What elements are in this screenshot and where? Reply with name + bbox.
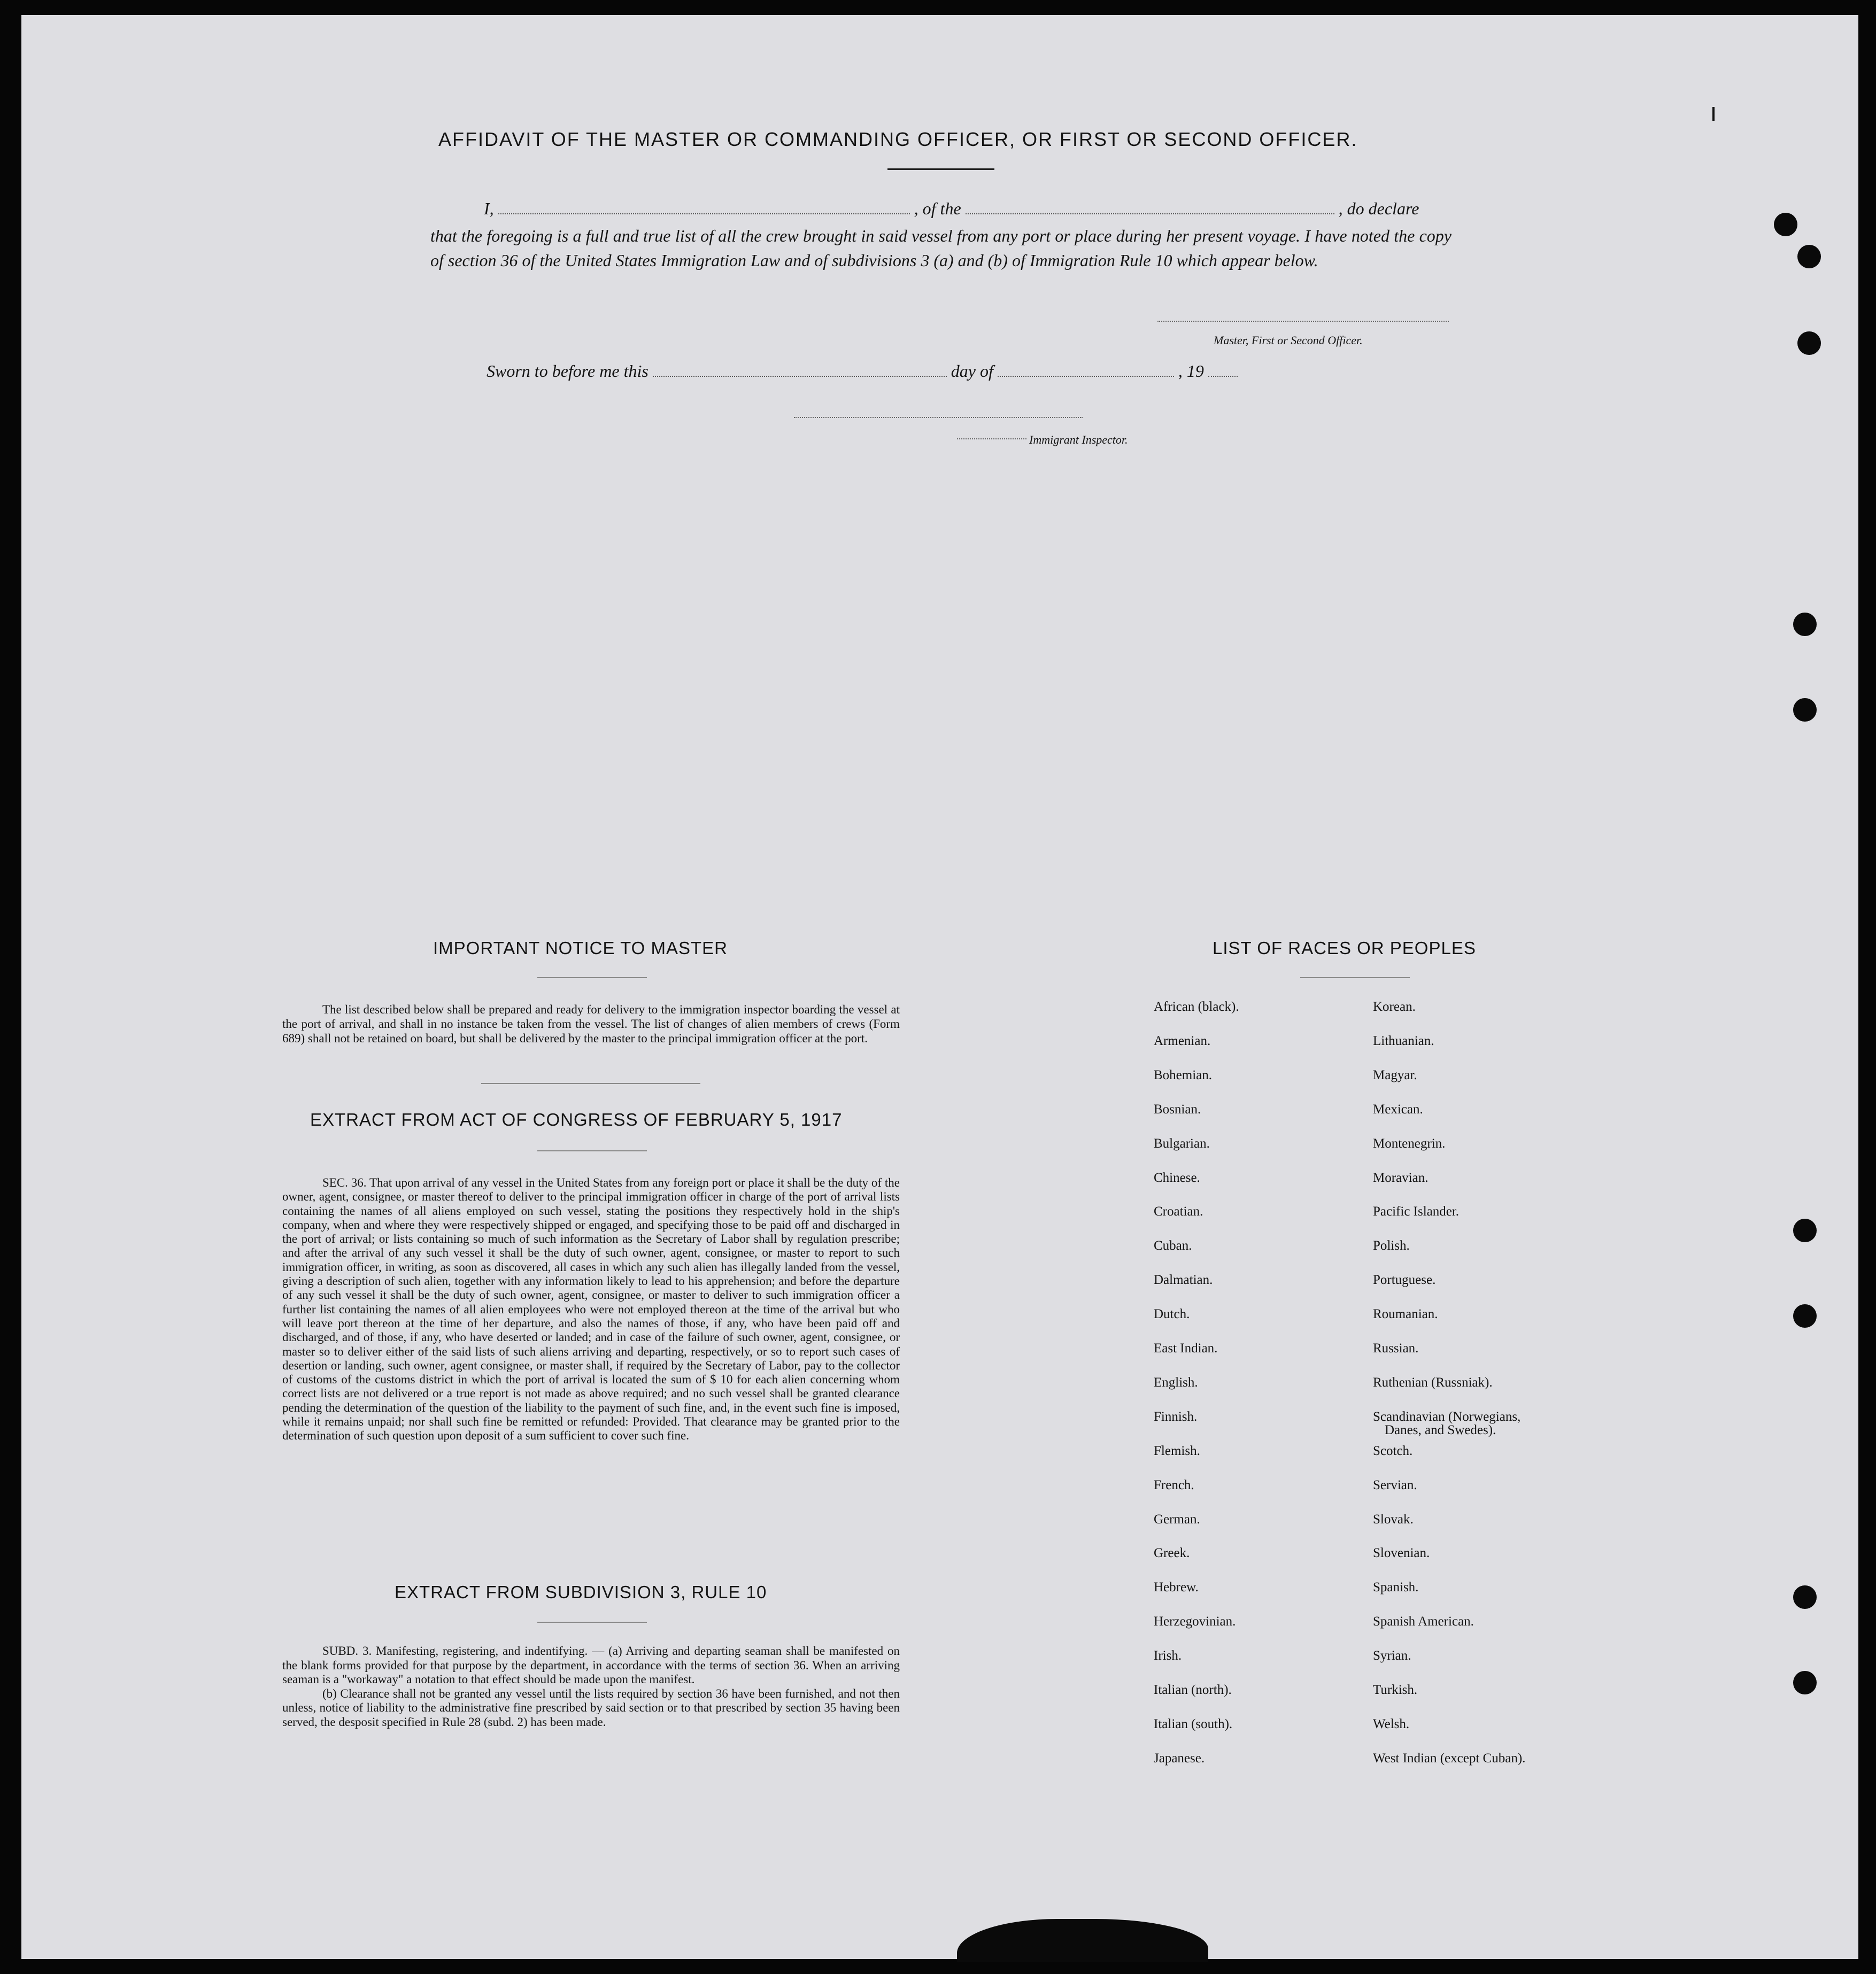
race-item: Slovenian. [1373, 1546, 1430, 1561]
race-item: Dutch. [1154, 1307, 1190, 1322]
notice-title-rule [537, 977, 647, 978]
rule-title-rule [537, 1622, 647, 1623]
races-title-rule [1300, 977, 1410, 978]
rule-title: EXTRACT FROM SUBDIVISION 3, RULE 10 [395, 1582, 767, 1602]
notice-title: IMPORTANT NOTICE TO MASTER [433, 938, 728, 958]
race-item: Polish. [1373, 1238, 1410, 1253]
race-item: East Indian. [1154, 1341, 1218, 1356]
declarant-label: I, [484, 199, 494, 218]
race-item: Scotch. [1373, 1443, 1413, 1458]
race-item: Scandinavian (Norwegians, [1373, 1409, 1521, 1424]
race-item: Lithuanian. [1373, 1033, 1434, 1048]
subdivision-b: (b) Clearance shall not be granted any vessel until the lists required by section 36 have been furnished, and not then unless, notice of liability to the administrative fine prescribed by said section or to that prescribed by section 35 having been served, the desposit specified in Rule 28 (subd. 2) has been made. [282, 1686, 900, 1729]
affidavit-title: AFFIDAVIT OF THE MASTER OR COMMANDING OFFICER, OR FIRST OR SECOND OFFICER. [438, 128, 1358, 150]
race-item: Bohemian. [1154, 1067, 1213, 1082]
race-item: Spanish American. [1373, 1614, 1474, 1629]
year-label: , 19 [1178, 361, 1204, 381]
race-item: Italian (south). [1154, 1716, 1233, 1731]
punch-hole [1793, 1304, 1817, 1328]
race-item: Japanese. [1154, 1751, 1205, 1766]
act-title-rule [537, 1150, 647, 1151]
punch-hole [1797, 331, 1821, 355]
section-36-text: SEC. 36. That upon arrival of any vessel in the United States from any foreign port or place it shall be the duty of the owner, agent, consignee, or master thereof to deliver to the principal immigration officer in charge of the port of arrival lists containing the names of all aliens employed on such vessel, stating the positions they respectively hold in the ship's company, when and where they were respectively shipped or engaged, and specifying those to be paid off and discharged in the port of arrival; or lists containing so much of such information as the Secretary of Labor shall by regulation prescribe; and after the arrival of any such vessel it shall be the duty of such owner, agent, consignee, or master to report to such immigration officer, in writing, as soon as discovered, all cases in which any such alien has illegally landed from the vessel, giving a description of such alien, together with any information likely to lead to his apprehension; and before the departure of any such vessel it shall be the duty of such owner, agent, consignee, or master to deliver to such immigration officer a further list containing the names of all alien employees who were not employed thereon at the time of the arrival but who will leave port thereon at the time of her departure, and also the names of those, if any, who have been paid off and discharged, and of those, if any, who have deserted or landed; and in case of the failure of such owner, agent, consignee, or master so to deliver either of the said lists of such aliens arriving and departing, respectively, or so to report such cases of desertion or landing, such owner, agent consignee, or master shall, if required by the Secretary of Labor, pay to the collector of customs of the customs district in which the port of arrival is located the sum of $ 10 for each alien concerning whom correct lists are not delivered or a true report is not made as above required; and no such vessel shall be granted clearance pending the determination of the question of the liability to the payment of such fine, and, in the event such fine is imposed, while it remains unpaid; nor shall such fine be remitted or refunded: Provided. That clearance may be granted prior to the determination of such question upon deposit of a sum sufficient to cover such fine. [282, 1176, 900, 1443]
race-item: Moravian. [1373, 1170, 1429, 1185]
race-item: Pacific Islander. [1373, 1204, 1460, 1219]
race-item: Italian (north). [1154, 1683, 1232, 1697]
race-item: Mexican. [1373, 1102, 1423, 1117]
race-item: Syrian. [1373, 1648, 1411, 1663]
race-item: Magyar. [1373, 1067, 1417, 1082]
race-item: Finnish. [1154, 1409, 1198, 1424]
race-item: Portuguese. [1373, 1273, 1436, 1288]
race-item: German. [1154, 1512, 1200, 1527]
notice-text: The list described below shall be prepared and ready for delivery to the immigration inspector boarding the vessel at the port of arrival, and shall in no instance be taken from the vessel. The list of changes of alien members of crews (Form 689) shall not be retained on board, but shall be delivered by the master to the principal immigration officer at the port. [282, 1003, 900, 1045]
race-item: French. [1154, 1477, 1194, 1492]
master-caption: Master, First or Second Officer. [1214, 334, 1363, 347]
race-item: Irish. [1154, 1648, 1182, 1663]
inspector-signature-field[interactable] [794, 417, 1083, 418]
affidavit-body [430, 223, 1452, 273]
race-item: Armenian. [1154, 1033, 1211, 1048]
punch-hole [1793, 698, 1817, 722]
do-declare-label: , do declare [1338, 199, 1419, 218]
punch-hole [1793, 1585, 1817, 1609]
race-item: Bosnian. [1154, 1102, 1201, 1117]
inspector-caption: Immigrant Inspector. [1029, 433, 1128, 446]
affidavit-declaration-line [484, 199, 1452, 219]
race-item: Chinese. [1154, 1170, 1200, 1185]
race-item: Ruthenian (Russniak). [1373, 1375, 1493, 1390]
race-item: Dalmatian. [1154, 1273, 1213, 1288]
race-item: Spanish. [1373, 1580, 1419, 1595]
declarant-name-field[interactable] [498, 200, 910, 214]
sworn-date-field[interactable] [653, 363, 947, 377]
race-item: Roumanian. [1373, 1307, 1438, 1322]
vessel-name-field[interactable] [966, 200, 1334, 214]
punch-hole [1793, 1219, 1817, 1242]
subdivision-a: SUBD. 3. Manifesting, registering, and indentifying. — (a) Arriving and departing seaman shall be manifested on the blank forms provided for that purpose by the department, in accordance with the terms of section 36. When an arriving seaman is a "workaway" a notation to that effect should be made upon the manifest. [282, 1644, 900, 1686]
race-item: Welsh. [1373, 1716, 1410, 1731]
race-item: West Indian (except Cuban). [1373, 1751, 1526, 1766]
act-title: EXTRACT FROM ACT OF CONGRESS OF FEBRUARY 5, 1917 [310, 1110, 843, 1129]
races-title: LIST OF RACES OR PEOPLES [1213, 938, 1476, 958]
inspector-caption-leader [957, 438, 1026, 439]
race-item: Turkish. [1373, 1683, 1418, 1697]
race-item: English. [1154, 1375, 1198, 1390]
race-item: Cuban. [1154, 1238, 1192, 1253]
punch-hole [1797, 245, 1821, 268]
master-signature-field[interactable] [1157, 321, 1449, 322]
punch-hole [1793, 613, 1817, 636]
of-the-label: , of the [914, 199, 961, 218]
race-item: Russian. [1373, 1341, 1419, 1356]
sworn-line [487, 361, 1238, 381]
punch-hole [1774, 213, 1797, 236]
day-of-label: day of [951, 361, 993, 381]
affidavit-text: that the foregoing is a full and true list of all the crew brought in said vessel from any port or place during her present voyage. I have noted the copy of section 36 of the United States Immigration Law and of subdivisions 3 (a) and (b) of Immigration Rule 10 which appear below. [430, 226, 1452, 270]
race-item: Greek. [1154, 1546, 1190, 1561]
race-item: Croatian. [1154, 1204, 1203, 1219]
subdivision-3-text [282, 1644, 900, 1729]
race-item: Slovak. [1373, 1512, 1414, 1527]
race-item: Montenegrin. [1373, 1136, 1446, 1151]
race-item: Bulgarian. [1154, 1136, 1210, 1151]
race-item: Hebrew. [1154, 1580, 1199, 1595]
sworn-month-field[interactable] [998, 363, 1174, 377]
race-item-continuation: Danes, and Swedes). [1385, 1423, 1496, 1437]
race-item: Flemish. [1154, 1443, 1200, 1458]
notice-separator [481, 1083, 700, 1084]
title-rule [887, 168, 994, 170]
margin-mark [1712, 107, 1715, 121]
sworn-year-field[interactable] [1208, 363, 1238, 377]
punch-hole [1793, 1671, 1817, 1694]
sworn-label: Sworn to before me this [487, 361, 649, 381]
race-item: Korean. [1373, 1000, 1416, 1014]
race-item: Servian. [1373, 1477, 1417, 1492]
race-item: African (black). [1154, 1000, 1239, 1014]
race-item: Herzegovinian. [1154, 1614, 1236, 1629]
